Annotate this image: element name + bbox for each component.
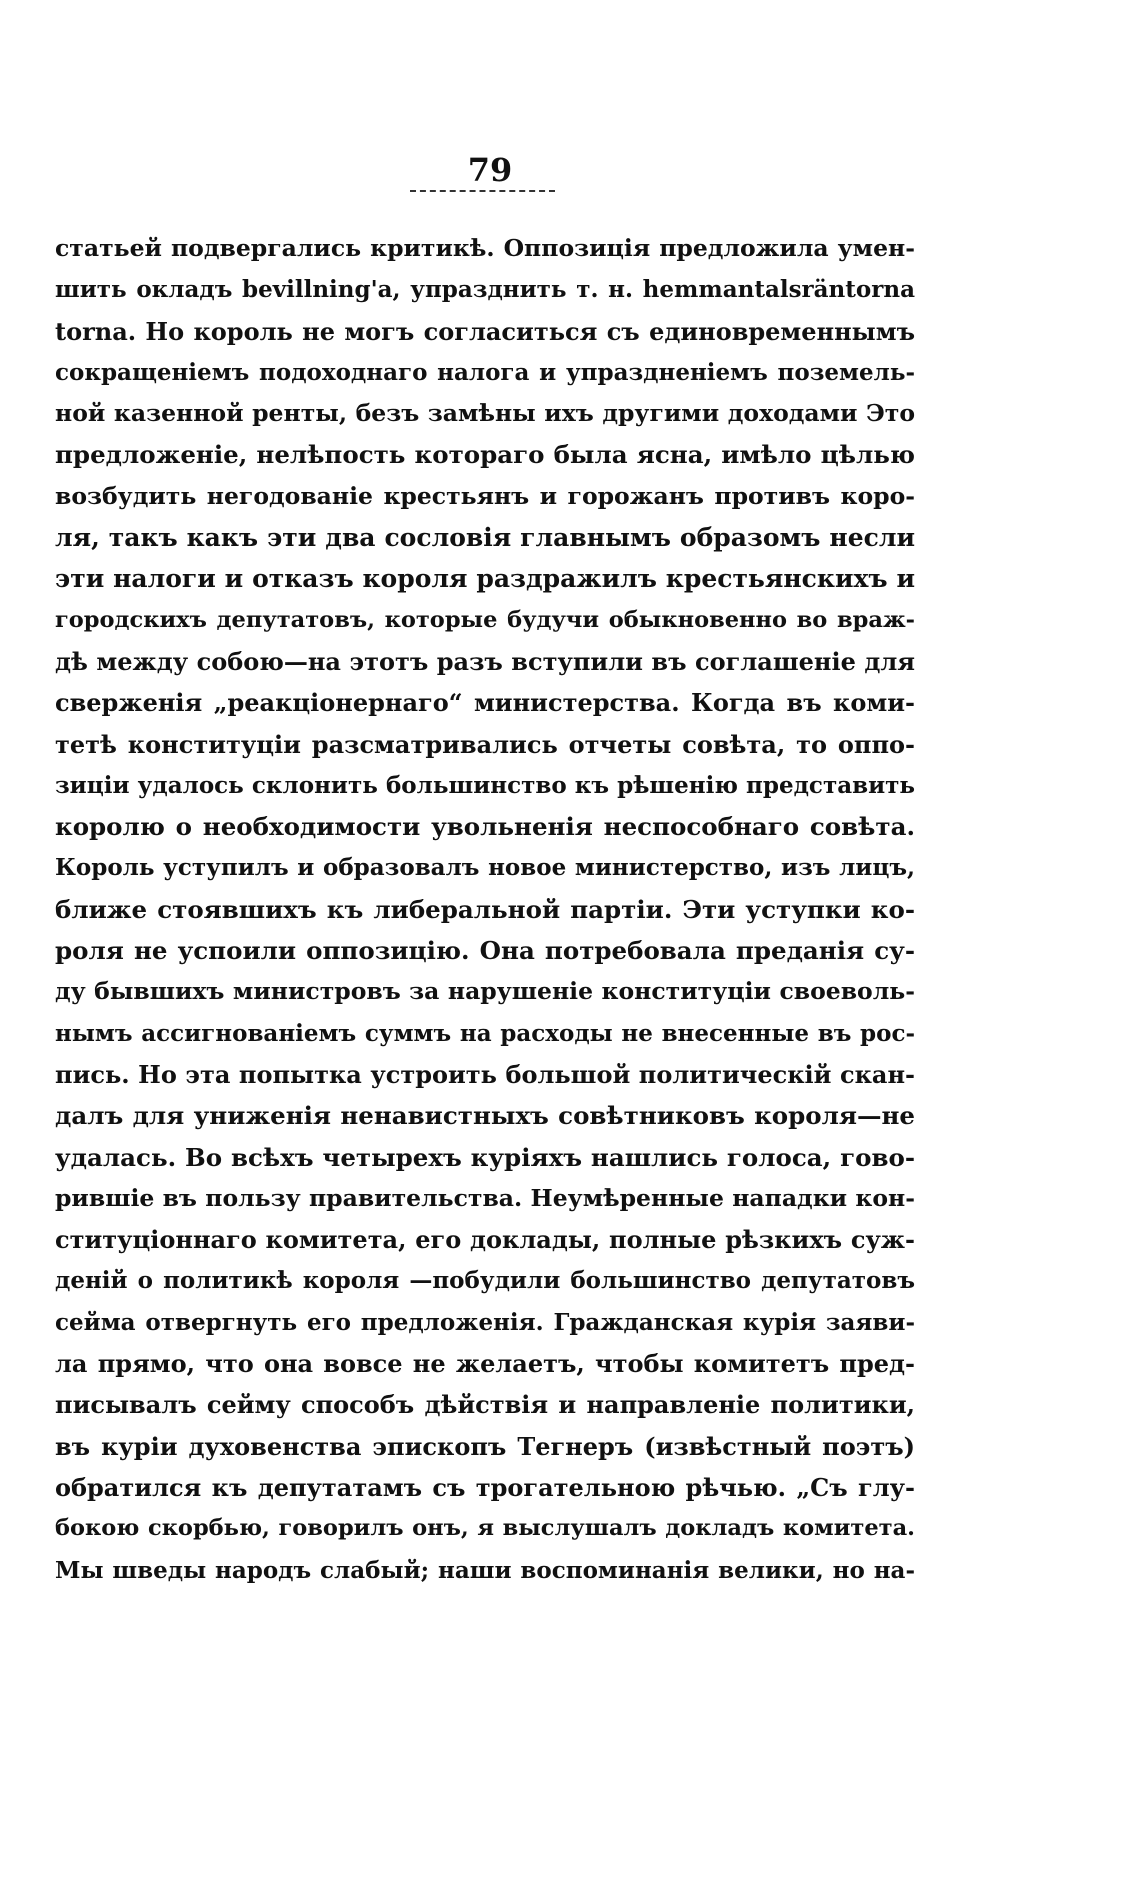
page-number-rule (410, 190, 555, 192)
text-line: деній о политикѣ короля —побудили большинство депутатовъ (55, 1267, 915, 1295)
text-line: сейма отвергнуть его предложенія. Гражданская курія заяви- (55, 1308, 915, 1336)
text-line: Мы шведы народъ слабый; наши воспоминанія велики, но на- (55, 1556, 915, 1584)
text-line: ля, такъ какъ эти два сословія главнымъ образомъ несли (55, 523, 915, 553)
text-line: предложеніе, нелѣпость котораго была ясна, имѣло цѣлью (55, 440, 915, 470)
text-line: ституціоннаго комитета, его доклады, полные рѣзкихъ суж- (55, 1225, 915, 1255)
body-text (55, 228, 915, 1591)
text-line: Король уступилъ и образовалъ новое министерство, изъ лицъ, (55, 854, 915, 882)
text-line: писывалъ сейму способъ дѣйствія и направленіе политики, (55, 1390, 915, 1420)
text-line: дѣ между собою—на этотъ разъ вступили въ соглашеніе для (55, 646, 915, 676)
text-line: бокою скорбью, говорилъ онъ, я выслушалъ докладъ комитета. (55, 1515, 915, 1542)
text-line: ближе стоявшихъ къ либеральной партіи. Эти уступки ко- (55, 894, 915, 924)
text-line: обратился къ депутатамъ съ трогательною рѣчью. „Съ глу- (55, 1472, 915, 1502)
text-line: далъ для униженія ненавистныхъ совѣтниковъ короля—не (55, 1101, 915, 1131)
text-line: тетѣ конституціи разсматривались отчеты совѣта, то оппо- (55, 729, 915, 759)
text-line: пись. Но эта попытка устроить большой политическій скан- (55, 1059, 915, 1089)
text-line: рившіе въ пользу правительства. Неумѣренные нападки кон- (55, 1183, 915, 1212)
text-line: королю о необходимости увольненія неспособнаго совѣта. (55, 812, 915, 842)
text-line: зиціи удалось склонить большинство къ рѣшенію представить (55, 771, 915, 799)
text-line: роля не успоили оппозицію. Она потребовала преданія су- (55, 936, 915, 966)
text-line: возбудить негодованіе крестьянъ и горожанъ противъ коро- (55, 481, 915, 510)
text-line: ной казенной ренты, безъ замѣны ихъ другими доходами Это (55, 399, 915, 428)
text-line: городскихъ депутатовъ, которые будучи обыкновенно во враж- (55, 606, 915, 633)
text-line: ду бывшихъ министровъ за нарушеніе конституціи своеволь- (55, 977, 915, 1006)
text-line: статьей подвергались критикѣ. Оппозиція предложила умен- (55, 234, 915, 262)
text-line: ла прямо, что она вовсе не желаетъ, чтобы комитетъ пред- (55, 1349, 915, 1379)
text-line: въ куріи духовенства эпископъ Тегнеръ (извѣстный поэтъ) (55, 1431, 915, 1461)
text-line: удалась. Во всѣхъ четырехъ куріяхъ нашлись голоса, гово- (55, 1142, 915, 1172)
text-line: нымъ ассигнованіемъ суммъ на расходы не внесенные въ рос- (55, 1019, 915, 1047)
text-line: torna. Но король не могъ согласиться съ единовременнымъ (55, 316, 915, 346)
text-line: эти налоги и отказъ короля раздражилъ крестьянскихъ и (55, 564, 915, 594)
text-line: шить окладъ bevillning'a, упразднить т. н. hemmantalsräntorna (55, 276, 915, 304)
page-number: 79 (467, 151, 513, 189)
text-line: сокращеніемъ подоходнаго налога и упраздненіемъ поземель- (55, 358, 915, 386)
text-line: сверженія „реакціонернаго“ министерства. Когда въ коми- (55, 688, 915, 718)
